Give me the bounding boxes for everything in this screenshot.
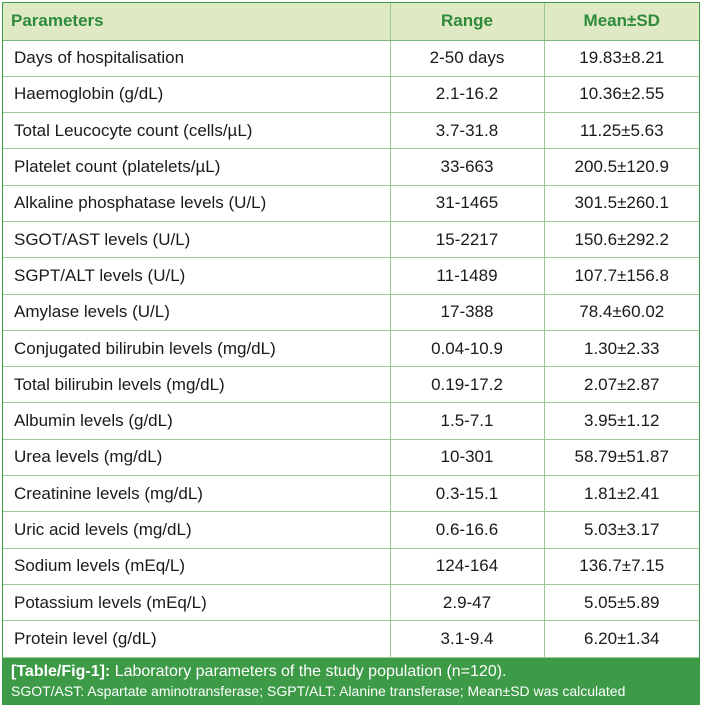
table-row: [3, 40, 699, 76]
cell-parameter: Conjugated bilirubin levels (mg/dL): [3, 330, 390, 366]
cell-parameter: Amylase levels (U/L): [3, 294, 390, 330]
table-row: [3, 621, 699, 657]
cell-mean-sd: 5.05±5.89: [544, 584, 699, 620]
caption-label: [Table/Fig-1]:: [11, 662, 111, 680]
cell-parameter: Albumin levels (g/dL): [3, 403, 390, 439]
cell-mean-sd: 107.7±156.8: [544, 258, 699, 294]
table-row: [3, 185, 699, 221]
header-mean-sd: Mean±SD: [544, 3, 699, 40]
cell-parameter: SGPT/ALT levels (U/L): [3, 258, 390, 294]
cell-parameter: Haemoglobin (g/dL): [3, 76, 390, 112]
table-row: [3, 330, 699, 366]
cell-mean-sd: 58.79±51.87: [544, 439, 699, 475]
cell-range: 3.7-31.8: [390, 113, 544, 149]
table-row: [3, 439, 699, 475]
cell-range: 2.9-47: [390, 584, 544, 620]
cell-range: 0.19-17.2: [390, 367, 544, 403]
cell-range: 10-301: [390, 439, 544, 475]
cell-mean-sd: 11.25±5.63: [544, 113, 699, 149]
table-row: [3, 113, 699, 149]
table-header-row: [3, 3, 699, 40]
cell-parameter: Potassium levels (mEq/L): [3, 584, 390, 620]
cell-parameter: Creatinine levels (mg/dL): [3, 476, 390, 512]
table-row: [3, 584, 699, 620]
cell-mean-sd: 19.83±8.21: [544, 40, 699, 76]
cell-mean-sd: 10.36±2.55: [544, 76, 699, 112]
table-row: [3, 548, 699, 584]
caption-title: Laboratory parameters of the study population (n=120).: [114, 662, 507, 680]
cell-parameter: Protein level (g/dL): [3, 621, 390, 657]
cell-range: 0.04-10.9: [390, 330, 544, 366]
cell-mean-sd: 2.07±2.87: [544, 367, 699, 403]
cell-range: 0.6-16.6: [390, 512, 544, 548]
cell-parameter: Uric acid levels (mg/dL): [3, 512, 390, 548]
table-row: [3, 294, 699, 330]
cell-mean-sd: 301.5±260.1: [544, 185, 699, 221]
caption-note: SGOT/AST: Aspartate aminotransferase; SGPT/ALT: Alanine transferase; Mean±SD was calculated: [11, 682, 626, 699]
table-row: [3, 258, 699, 294]
table-body: [3, 40, 699, 657]
cell-parameter: SGOT/AST levels (U/L): [3, 221, 390, 257]
cell-range: 31-1465: [390, 185, 544, 221]
cell-range: 15-2217: [390, 221, 544, 257]
cell-range: 3.1-9.4: [390, 621, 544, 657]
table-row: [3, 149, 699, 185]
cell-range: 124-164: [390, 548, 544, 584]
table-row: [3, 367, 699, 403]
table-row: [3, 76, 699, 112]
cell-mean-sd: 78.4±60.02: [544, 294, 699, 330]
cell-range: 11-1489: [390, 258, 544, 294]
cell-parameter: Total Leucocyte count (cells/µL): [3, 113, 390, 149]
cell-range: 2-50 days: [390, 40, 544, 76]
table-row: [3, 512, 699, 548]
cell-range: 2.1-16.2: [390, 76, 544, 112]
cell-parameter: Urea levels (mg/dL): [3, 439, 390, 475]
cell-mean-sd: 1.30±2.33: [544, 330, 699, 366]
cell-range: 0.3-15.1: [390, 476, 544, 512]
cell-mean-sd: 1.81±2.41: [544, 476, 699, 512]
cell-mean-sd: 6.20±1.34: [544, 621, 699, 657]
cell-mean-sd: 200.5±120.9: [544, 149, 699, 185]
cell-parameter: Sodium levels (mEq/L): [3, 548, 390, 584]
table-row: [3, 476, 699, 512]
table-caption: [3, 658, 699, 704]
cell-mean-sd: 5.03±3.17: [544, 512, 699, 548]
cell-parameter: Days of hospitalisation: [3, 40, 390, 76]
cell-mean-sd: 136.7±7.15: [544, 548, 699, 584]
cell-parameter: Platelet count (platelets/µL): [3, 149, 390, 185]
cell-mean-sd: 150.6±292.2: [544, 221, 699, 257]
table-row: [3, 221, 699, 257]
header-parameters: Parameters: [3, 3, 390, 40]
laboratory-parameters-table-figure: [2, 2, 700, 705]
cell-parameter: Total bilirubin levels (mg/dL): [3, 367, 390, 403]
table-row: [3, 403, 699, 439]
cell-range: 17-388: [390, 294, 544, 330]
header-range: Range: [390, 3, 544, 40]
cell-range: 33-663: [390, 149, 544, 185]
laboratory-parameters-table: [3, 3, 699, 658]
cell-parameter: Alkaline phosphatase levels (U/L): [3, 185, 390, 221]
cell-mean-sd: 3.95±1.12: [544, 403, 699, 439]
cell-range: 1.5-7.1: [390, 403, 544, 439]
